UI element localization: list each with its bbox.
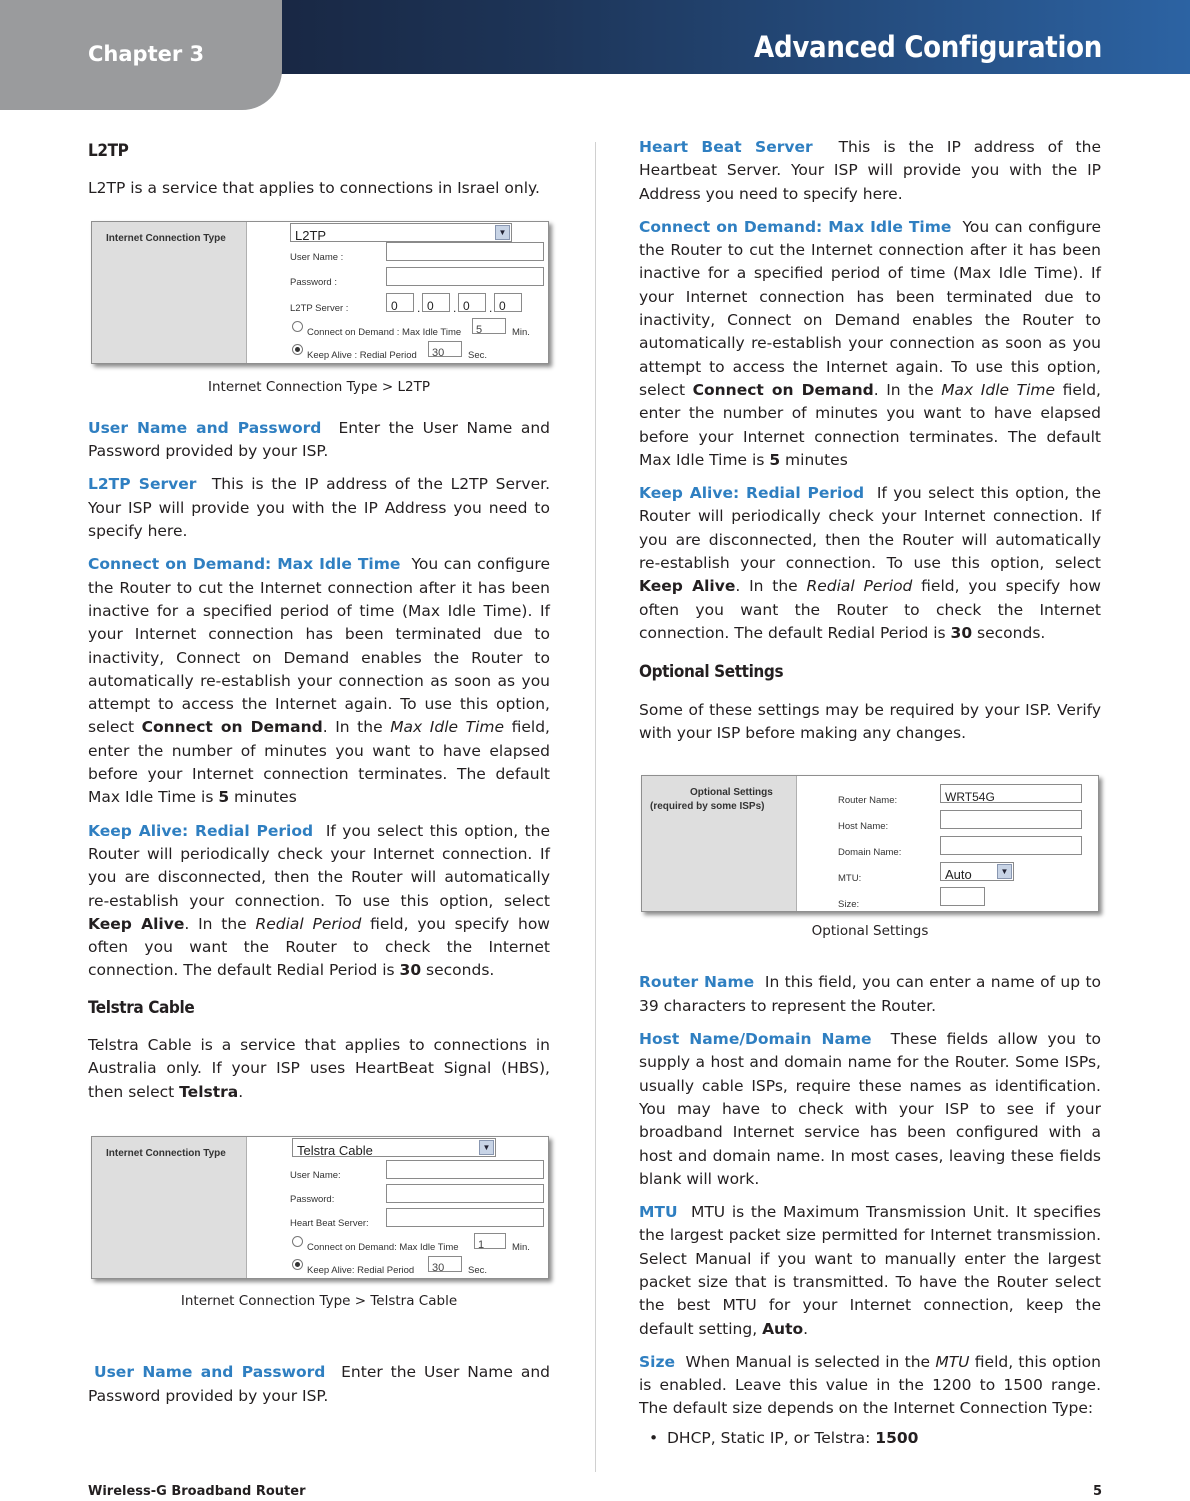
paragraph-text: Telstra Cable is a service that applies to connections in Australia only. If your ISP uses HeartBeat Signal (HBS), then select	[88, 1036, 550, 1101]
redial-period-input[interactable]: 30	[428, 1256, 462, 1272]
paragraph-text: minutes	[229, 788, 297, 807]
list-item-text: DHCP, Static IP, or Telstra:	[667, 1428, 876, 1447]
password-label: Password :	[290, 276, 337, 288]
password-input[interactable]	[386, 1184, 544, 1203]
router-name-input[interactable]: WRT54G	[940, 784, 1082, 803]
bold-text: 30	[399, 961, 422, 980]
paragraph-text: Enter the User Name and Password provided by your ISP.	[88, 418, 550, 461]
term-label: Keep Alive: Redial Period	[639, 484, 865, 503]
server-octet-2[interactable]: 0	[422, 293, 450, 312]
password-label: Password:	[290, 1193, 335, 1205]
paragraph-text: . In the	[735, 577, 807, 596]
paragraph-connect-on-demand	[88, 553, 550, 809]
sidebar-label: Internet Connection Type	[106, 1147, 226, 1159]
right-column	[639, 136, 1101, 1450]
max-idle-time-input[interactable]: 5	[472, 318, 506, 334]
paragraph-text: In this field, you can enter a name of up to 39 characters to represent the Router.	[639, 973, 1102, 1015]
paragraph-text: Enter the User Name and Password provided by your ISP.	[88, 1363, 551, 1405]
bold-text: Keep Alive	[88, 914, 185, 933]
heart-beat-server-label: Heart Beat Server:	[290, 1217, 369, 1229]
server-octet-4[interactable]: 0	[494, 293, 522, 312]
mtu-select[interactable]	[940, 862, 1014, 881]
octet-dot: .	[417, 300, 421, 315]
paragraph-mtu	[639, 1201, 1101, 1341]
paragraph-text: You can configure the Router to cut the Internet connection after it has been inactive for a specified period of time (Max Idle Time). If your Internet connection has been terminated due to inactivity, Connect on Demand enables the Router to automatically re-establish your connection as soon as you attempt to access the Internet again. To use this option, select	[639, 217, 1101, 399]
radio-keep-alive[interactable]	[292, 344, 303, 355]
paragraph-text: This is the IP address of the Heartbeat Server. Your ISP will provide you with the IP Address you need to specify here.	[639, 138, 1101, 203]
l2tp-intro: L2TP is a service that applies to connections in Israel only.	[88, 179, 540, 198]
max-idle-time-input[interactable]: 1	[474, 1233, 506, 1249]
section-heading-l2tp: L2TP	[88, 141, 129, 161]
paragraph-connect-on-demand	[639, 216, 1101, 472]
connection-type-select[interactable]	[290, 223, 512, 242]
user-name-label: User Name :	[290, 251, 344, 263]
paragraph-text: MTU is the Maximum Transmission Unit. It specifies the largest packet size permitted for Internet transmission. Select Manual if you want to manually enter the largest packet size that is transmitted. To have the Router select the best MTU for your Internet connection, keep the default setting,	[639, 1203, 1101, 1338]
paragraph-router-name	[639, 971, 1101, 1018]
bold-text: 1500	[875, 1428, 919, 1447]
sidebar-label: Internet Connection Type	[106, 232, 226, 244]
octet-dot: .	[489, 300, 493, 315]
paragraph-text: field, you specify how often you want the Router to check the Internet connection. The default Redial Period is	[639, 577, 1101, 642]
radio-connect-on-demand[interactable]	[292, 1236, 303, 1247]
user-name-input[interactable]	[386, 1160, 544, 1179]
chevron-down-icon: ▼	[495, 225, 510, 240]
size-label: Size:	[838, 899, 860, 911]
term-label: Connect on Demand: Max Idle Time	[88, 555, 401, 574]
paragraph-text: seconds.	[972, 623, 1046, 642]
size-input[interactable]	[940, 887, 985, 906]
paragraph-text: seconds.	[421, 961, 495, 980]
paragraph-text: field, this option is enabled. Leave this value in the 1200 to 1500 range. The default size depends on the Internet Connection Type:	[639, 1352, 1101, 1418]
paragraph-text: .	[238, 1082, 244, 1101]
connect-on-demand-label: Connect on Demand : Max Idle Time	[307, 326, 462, 338]
paragraph-text: If you select this option, the Router will periodically check your Internet connection. If you are disconnected, then the Router will automatically re-establish your connection. To use this option, select	[88, 821, 551, 910]
paragraph-text: . In the	[322, 718, 391, 737]
sidebar-sublabel: (required by some ISPs)	[650, 801, 765, 813]
chapter-label: Chapter 3	[88, 42, 205, 66]
term-label: Connect on Demand: Max Idle Time	[639, 217, 952, 236]
term-label: L2TP Server	[88, 475, 197, 494]
left-column	[88, 140, 550, 1418]
sec-label: Sec.	[468, 1264, 488, 1276]
figure-caption-telstra: Internet Connection Type > Telstra Cable	[180, 1292, 458, 1309]
bold-text: 30	[950, 623, 973, 642]
term-label: Heart Beat Server	[639, 138, 813, 156]
domain-name-label: Domain Name:	[838, 847, 902, 859]
min-label: Min.	[512, 1241, 530, 1253]
connect-on-demand-label: Connect on Demand: Max Idle Time	[307, 1241, 459, 1253]
section-heading-optional-settings: Optional Settings	[639, 662, 784, 683]
select-value: Auto	[945, 867, 972, 883]
l2tp-server-label: L2TP Server :	[290, 302, 349, 314]
bold-text: Connect on Demand	[692, 380, 874, 399]
italic-text: Redial Period	[255, 914, 362, 933]
paragraph-text: .	[803, 1319, 809, 1338]
bold-text: Auto	[762, 1319, 804, 1338]
term-label: User Name and Password	[88, 418, 322, 437]
paragraph-user-name-password	[88, 417, 550, 464]
host-name-label: Host Name:	[838, 821, 889, 833]
paragraph-keep-alive	[88, 820, 550, 983]
bullet-marker: •	[649, 1428, 659, 1447]
chapter-title: Advanced Configuration	[754, 30, 1102, 64]
mtu-label: MTU:	[838, 873, 862, 885]
sec-label: Sec.	[468, 349, 488, 361]
connection-type-select[interactable]	[292, 1138, 496, 1157]
paragraph-text: . In the	[873, 380, 942, 399]
italic-text: Max Idle Time	[390, 718, 505, 737]
paragraph-text: field, enter the number of minutes you want to have elapsed before your Internet connection terminates. The default Max Idle Time is	[88, 718, 550, 807]
server-octet-3[interactable]: 0	[458, 293, 486, 312]
select-value: L2TP	[295, 227, 327, 243]
term-label: MTU	[639, 1203, 678, 1222]
paragraph-text: field, you specify how often you want the Router to check the Internet connection. The default Redial Period is	[88, 914, 550, 980]
paragraph-text: If you select this option, the Router will periodically check your Internet connection. If you are disconnected, then the Router will automatically re-establish your connection. To use this option, select	[639, 484, 1102, 573]
paragraph-keep-alive	[639, 482, 1101, 645]
paragraph-host-domain-name	[639, 1028, 1101, 1191]
domain-name-input[interactable]	[940, 836, 1082, 855]
chevron-down-icon: ▼	[997, 864, 1012, 879]
term-label: User Name and Password	[94, 1363, 326, 1382]
footer-product-name: Wireless-G Broadband Router	[88, 1484, 306, 1499]
italic-text: MTU	[935, 1352, 970, 1371]
term-label: Host Name/Domain Name	[639, 1030, 872, 1049]
bold-text: Connect on Demand	[141, 718, 323, 737]
keep-alive-label: Keep Alive : Redial Period	[307, 349, 417, 361]
page-number: 5	[1092, 1484, 1102, 1499]
paragraph-text: This is the IP address of the L2TP Server. Your ISP will provide you with the IP Address you need to specify here.	[88, 475, 550, 541]
paragraph-text: field, enter the number of minutes you want to have elapsed before your Internet connection terminates. The default Max Idle Time is	[639, 380, 1101, 469]
paragraph-text: When Manual is selected in the	[685, 1352, 936, 1371]
redial-period-input[interactable]: 30	[428, 341, 462, 357]
paragraph-text: . In the	[184, 914, 256, 933]
radio-connect-on-demand[interactable]	[292, 321, 303, 332]
heart-beat-server-input[interactable]	[386, 1208, 544, 1227]
server-octet-1[interactable]: 0	[386, 293, 414, 312]
paragraph-size	[639, 1351, 1101, 1421]
term-label: Router Name	[639, 973, 755, 992]
column-divider	[595, 142, 596, 1472]
figure-caption-optional-settings: Optional Settings	[811, 923, 929, 940]
screenshot-l2tp	[91, 221, 549, 364]
italic-text: Max Idle Time	[941, 380, 1056, 399]
paragraph-text: minutes	[780, 450, 848, 469]
term-label: Size	[639, 1352, 676, 1371]
router-name-label: Router Name:	[838, 795, 898, 807]
user-name-input[interactable]	[386, 242, 544, 261]
bold-text: Keep Alive	[639, 577, 736, 596]
optional-settings-intro: Some of these settings may be required by your ISP. Verify with your ISP before making any changes.	[639, 700, 1101, 742]
sidebar-label: Optional Settings	[690, 787, 773, 799]
bold-text: 5	[769, 450, 781, 469]
screenshot-optional-settings	[641, 775, 1099, 912]
paragraph-l2tp-server	[88, 473, 550, 543]
telstra-intro	[88, 1034, 550, 1104]
octet-dot: .	[453, 300, 457, 315]
min-label: Min.	[512, 326, 530, 338]
bold-text: 5	[218, 788, 230, 807]
screenshot-telstra	[91, 1136, 549, 1279]
radio-keep-alive[interactable]	[292, 1259, 303, 1270]
paragraph-heart-beat-server	[639, 136, 1101, 206]
bold-text: Telstra	[179, 1082, 239, 1101]
keep-alive-label: Keep Alive: Redial Period	[307, 1264, 415, 1276]
term-label: Keep Alive: Redial Period	[88, 821, 314, 840]
section-heading-telstra: Telstra Cable	[88, 997, 195, 1018]
list-item	[649, 1427, 1101, 1450]
figure-caption-l2tp: Internet Connection Type > L2TP	[208, 378, 430, 395]
chevron-down-icon: ▼	[479, 1140, 494, 1155]
paragraph-user-name-password-2	[88, 1361, 550, 1408]
user-name-label: User Name:	[290, 1169, 341, 1181]
paragraph-text: You can configure the Router to cut the Internet connection after it has been inactive for a specified period of time (Max Idle Time). If your Internet connection has been terminated due to inactivity, Connect on Demand enables the Router to automatically re-establish your connection as soon as you attempt to access the Internet again. To use this option, select	[88, 555, 550, 737]
select-value: Telstra Cable	[297, 1142, 373, 1158]
host-name-input[interactable]	[940, 810, 1082, 829]
italic-text: Redial Period	[806, 577, 913, 596]
password-input[interactable]	[386, 267, 544, 286]
paragraph-text: These fields allow you to supply a host and domain name for the Router. Some ISPs, usually cable ISPs, require these names as identification. You may have to check with your ISP to see if your broadband Internet service has been configured with a host and domain name. In most cases, leaving these fields blank will work.	[639, 1030, 1102, 1188]
